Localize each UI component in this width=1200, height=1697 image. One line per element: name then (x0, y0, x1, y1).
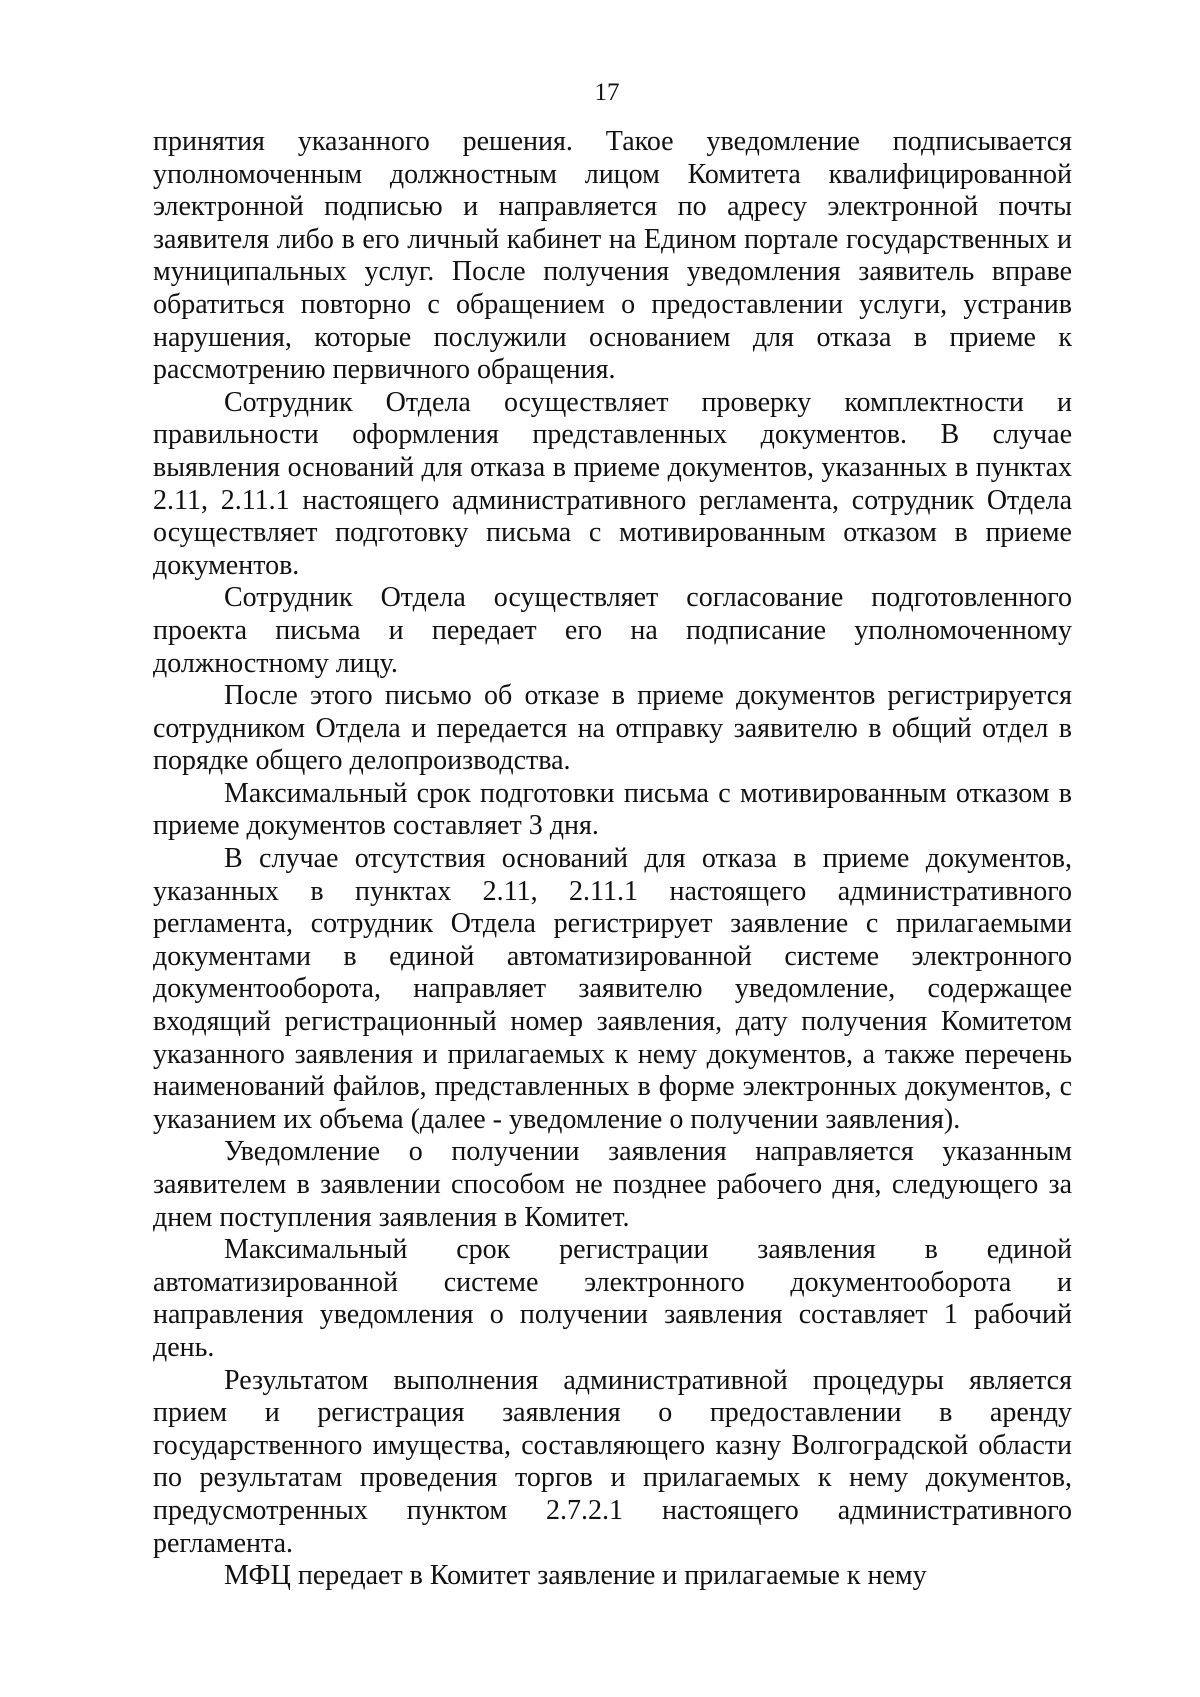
paragraph-document-check: Сотрудник Отдела осуществляет проверку комплектности и правильности оформления представленных документов. В случае выявления оснований для отказа в приеме документов, указанных в пунктах 2.11, 2.11.1 настоящего административного регламента, сотрудник Отдела осуществляет подготовку письма с мотивированным отказом в приеме документов. (153, 386, 1072, 581)
paragraph-letter-registration: После этого письмо об отказе в приеме документов регистрируется сотрудником Отдела и передается на отправку заявителю в общий отдел в порядке общего делопроизводства. (153, 680, 1072, 777)
paragraph-continuation: принятия указанного решения. Такое уведомление подписывается уполномоченным должностным лицом Комитета квалифицированной электронной подписью и направляется по адресу электронной почты заявителя либо в его личный кабинет на Едином портале государственных и муниципальных услуг. После получения уведомления заявитель вправе обратиться повторно с обращением о предоставлении услуги, устранив нарушения, которые послужили основанием для отказа в приеме к рассмотрению первичного обращения. (153, 126, 1072, 386)
paragraph-application-registration: В случае отсутствия оснований для отказа в приеме документов, указанных в пунктах 2.11, 2.11.1 настоящего административного регламента, сотрудник Отдела регистрирует заявление с прилагаемыми документами в единой автоматизированной системе электронного документооборота, направляет заявителю уведомление, содержащее входящий регистрационный номер заявления, дату получения Комитетом указанного заявления и прилагаемых к нему документов, а также перечень наименований файлов, представленных в форме электронных документов, с указанием их объема (далее - уведомление о получении заявления). (153, 843, 1072, 1135)
paragraph-receipt-notice: Уведомление о получении заявления направляется указанным заявителем в заявлении способом не позднее рабочего дня, следующего за днем поступления заявления в Комитет. (153, 1136, 1072, 1233)
page-number: 17 (594, 79, 620, 106)
paragraph-letter-approval: Сотрудник Отдела осуществляет согласование подготовленного проекта письма и передает его на подписание уполномоченному должностному лицу. (153, 582, 1072, 679)
paragraph-mfc-transfer: МФЦ передает в Комитет заявление и прилагаемые к нему (224, 1560, 927, 1592)
paragraph-procedure-result: Результатом выполнения административной процедуры является прием и регистрация заявления о предоставлении в аренду государственного имущества, составляющего казну Волгоградской области по результатам проведения торгов и прилагаемых к нему документов, предусмотренных пунктом 2.7.2.1 настоящего административного регламента. (153, 1364, 1072, 1559)
document-body (153, 126, 1072, 1593)
paragraph-refusal-deadline: Максимальный срок подготовки письма с мотивированным отказом в приеме документов составляет 3 дня. (153, 777, 1072, 842)
paragraph-registration-deadline: Максимальный срок регистрации заявления в единой автоматизированной системе электронного документооборота и направления уведомления о получении заявления составляет 1 рабочий день. (153, 1234, 1072, 1363)
